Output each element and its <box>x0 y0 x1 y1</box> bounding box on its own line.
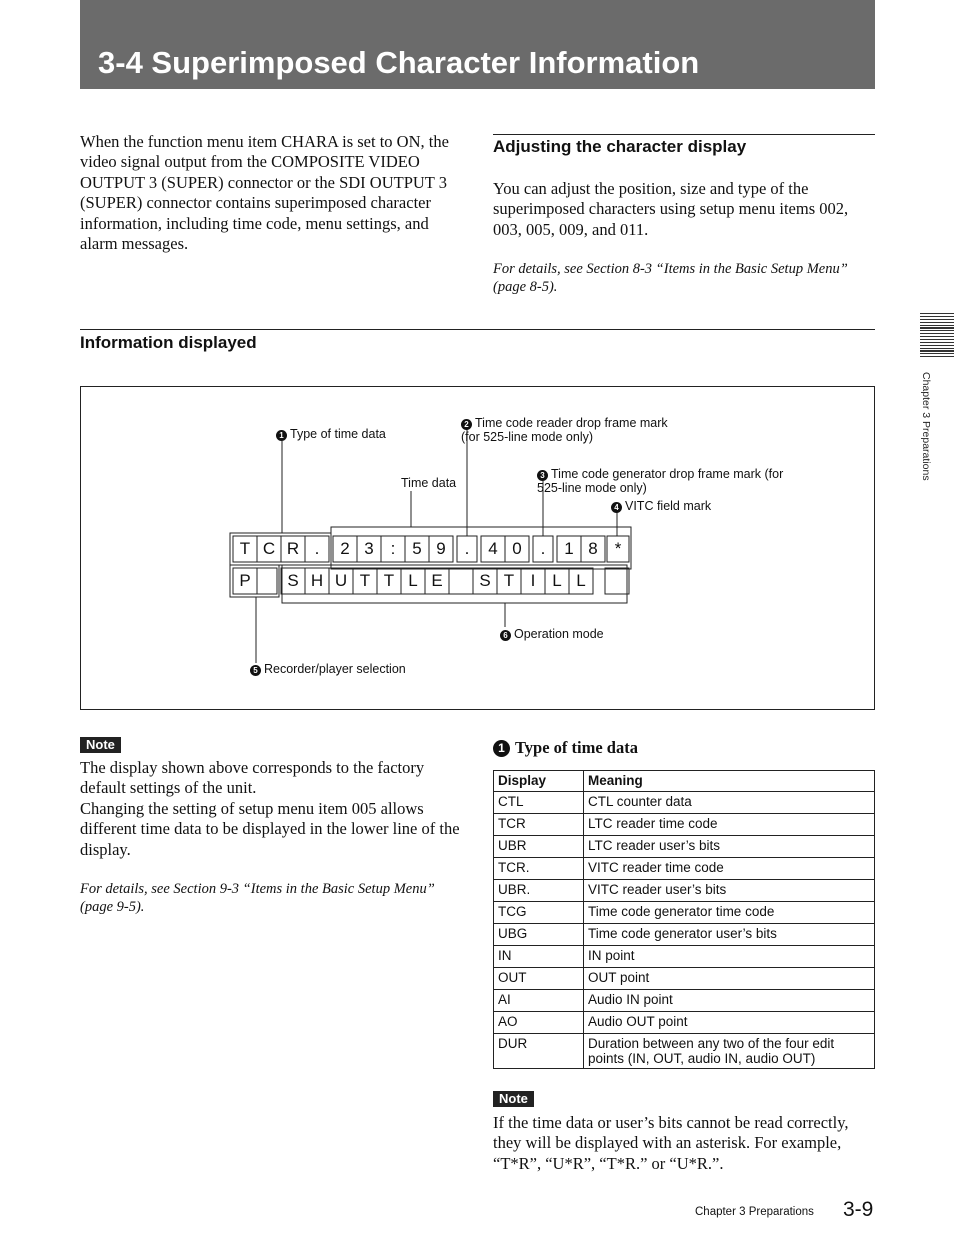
side-chapter-text: Chapter 3 Preparations <box>920 372 932 481</box>
display-char: 0 <box>512 539 522 558</box>
table-cell: IN <box>494 946 584 968</box>
table-cell: Audio OUT point <box>584 1012 875 1034</box>
table-row <box>494 968 875 990</box>
table-row <box>494 990 875 1012</box>
column-header: Display <box>494 771 584 792</box>
note-badge: Note <box>493 1091 534 1107</box>
callout-recorder-player: 5 Recorder/player selection <box>250 662 406 676</box>
table-cell: Time code generator user’s bits <box>584 924 875 946</box>
table-cell: TCR <box>494 814 584 836</box>
table-row <box>494 792 875 814</box>
table-cell: TCG <box>494 902 584 924</box>
callout-type-of-time-data: 1 Type of time data <box>276 427 386 441</box>
display-char: L <box>552 571 562 590</box>
table-cell: LTC reader time code <box>584 814 875 836</box>
display-char: P <box>239 571 251 590</box>
table-row <box>494 902 875 924</box>
callout-time-data: Time data <box>401 476 457 490</box>
note-reference: For details, see Section 9-3 “Items in the Basic Setup Menu” (page 9-5). <box>80 881 435 915</box>
table-row <box>494 1012 875 1034</box>
section-rule <box>493 134 875 135</box>
footer-chapter: Chapter 3 Preparations <box>695 1206 814 1218</box>
table-cell: VITC reader time code <box>584 858 875 880</box>
table-cell: OUT point <box>584 968 875 990</box>
table-cell: Audio IN point <box>584 990 875 1012</box>
display-char: T <box>503 571 515 590</box>
display-char: 2 <box>340 539 350 558</box>
callout-tc-generator-drop-frame: 3 Time code generator drop frame mark (for 525-line mode only) <box>537 467 784 495</box>
callout-vitc-field-mark: 4 VITC field mark <box>611 499 711 513</box>
table-row <box>494 858 875 880</box>
table-cell: IN point <box>584 946 875 968</box>
display-char: 5 <box>412 539 422 558</box>
table-row <box>494 1034 875 1069</box>
display-char <box>255 569 279 593</box>
section-rule <box>80 329 875 330</box>
table-row <box>494 924 875 946</box>
display-char: 9 <box>436 539 446 558</box>
display-char <box>605 569 629 593</box>
note-body: The display shown above corresponds to the factory default settings of the unit. Changing the setting of setup menu item 005 allows different time data to be displayed in the lower line of the display. <box>80 758 460 859</box>
table-row <box>494 946 875 968</box>
column-header: Meaning <box>584 771 875 792</box>
intro-paragraph: When the function menu item CHARA is set to ON, the video signal output from the COMPOSITE VIDEO OUTPUT 3 (SUPER) connector or the SDI OUTPUT 3 (SUPER) connector contains superimposed character information, including time code, menu settings, and alarm messages. <box>80 132 449 254</box>
table-cell: VITC reader user’s bits <box>584 880 875 902</box>
callout-tc-reader-drop-frame: 2 Time code reader drop frame mark (for 525-line mode only) <box>461 416 668 444</box>
table-cell: LTC reader user’s bits <box>584 836 875 858</box>
display-char: C <box>262 539 276 558</box>
table-header-row <box>494 771 875 792</box>
display-char: R <box>286 539 300 558</box>
display-char: U <box>334 571 348 590</box>
display-char: L <box>576 571 586 590</box>
display-char: . <box>540 539 546 558</box>
display-char: L <box>408 571 418 590</box>
table-cell: UBR <box>494 836 584 858</box>
page-number: 3-9 <box>843 1198 874 1221</box>
table-cell: CTL counter data <box>584 792 875 814</box>
section-title: 3-4 Superimposed Character Information <box>98 45 700 80</box>
display-char: I <box>530 571 536 590</box>
table-cell: UBR. <box>494 880 584 902</box>
table-cell: AO <box>494 1012 584 1034</box>
display-char: E <box>431 571 443 590</box>
chapter-header-bar <box>80 0 875 89</box>
table-cell: DUR <box>494 1034 584 1069</box>
table-row <box>494 880 875 902</box>
display-char: T <box>239 539 251 558</box>
display-char: 3 <box>364 539 374 558</box>
display-char: . <box>314 539 320 558</box>
display-char: . <box>464 539 470 558</box>
character-display-figure <box>80 386 875 710</box>
table-row <box>494 836 875 858</box>
table-cell: Time code generator time code <box>584 902 875 924</box>
display-char: : <box>390 539 396 558</box>
adjusting-heading: Adjusting the character display <box>493 137 747 156</box>
display-char: 4 <box>488 539 498 558</box>
table-cell: CTL <box>494 792 584 814</box>
note-badge: Note <box>80 737 121 753</box>
display-char: * <box>614 539 622 558</box>
display-char: 8 <box>588 539 598 558</box>
table-row <box>494 814 875 836</box>
display-char: T <box>383 571 395 590</box>
time-data-type-table <box>493 770 875 1069</box>
table-cell: UBG <box>494 924 584 946</box>
chapter-tab-marker <box>920 313 954 359</box>
side-chapter-label <box>918 372 934 512</box>
display-char: H <box>310 571 324 590</box>
display-char: S <box>479 571 491 590</box>
display-char: T <box>359 571 371 590</box>
note-body: If the time data or user’s bits cannot be read correctly, they will be displayed with an asterisk. For example, “T*R”, “U*R”, “T*R.” or “U*R.”. <box>493 1113 849 1173</box>
table-cell: AI <box>494 990 584 1012</box>
table-cell: TCR. <box>494 858 584 880</box>
display-char: S <box>287 571 299 590</box>
display-char: 1 <box>564 539 574 558</box>
display-char <box>449 569 473 593</box>
info-displayed-heading: Information displayed <box>80 333 257 352</box>
type-of-time-data-heading: 1 Type of time data <box>493 738 638 758</box>
table-cell: OUT <box>494 968 584 990</box>
callout-operation-mode: 6 Operation mode <box>500 627 604 641</box>
adjusting-reference: For details, see Section 8-3 “Items in the Basic Setup Menu” (page 8-5). <box>493 261 848 295</box>
adjusting-body: You can adjust the position, size and type of the superimposed characters using setup menu items 002, 003, 005, 009, and 011. <box>493 179 849 239</box>
table-cell: Duration between any two of the four edit points (IN, OUT, audio IN, audio OUT) <box>584 1034 875 1069</box>
